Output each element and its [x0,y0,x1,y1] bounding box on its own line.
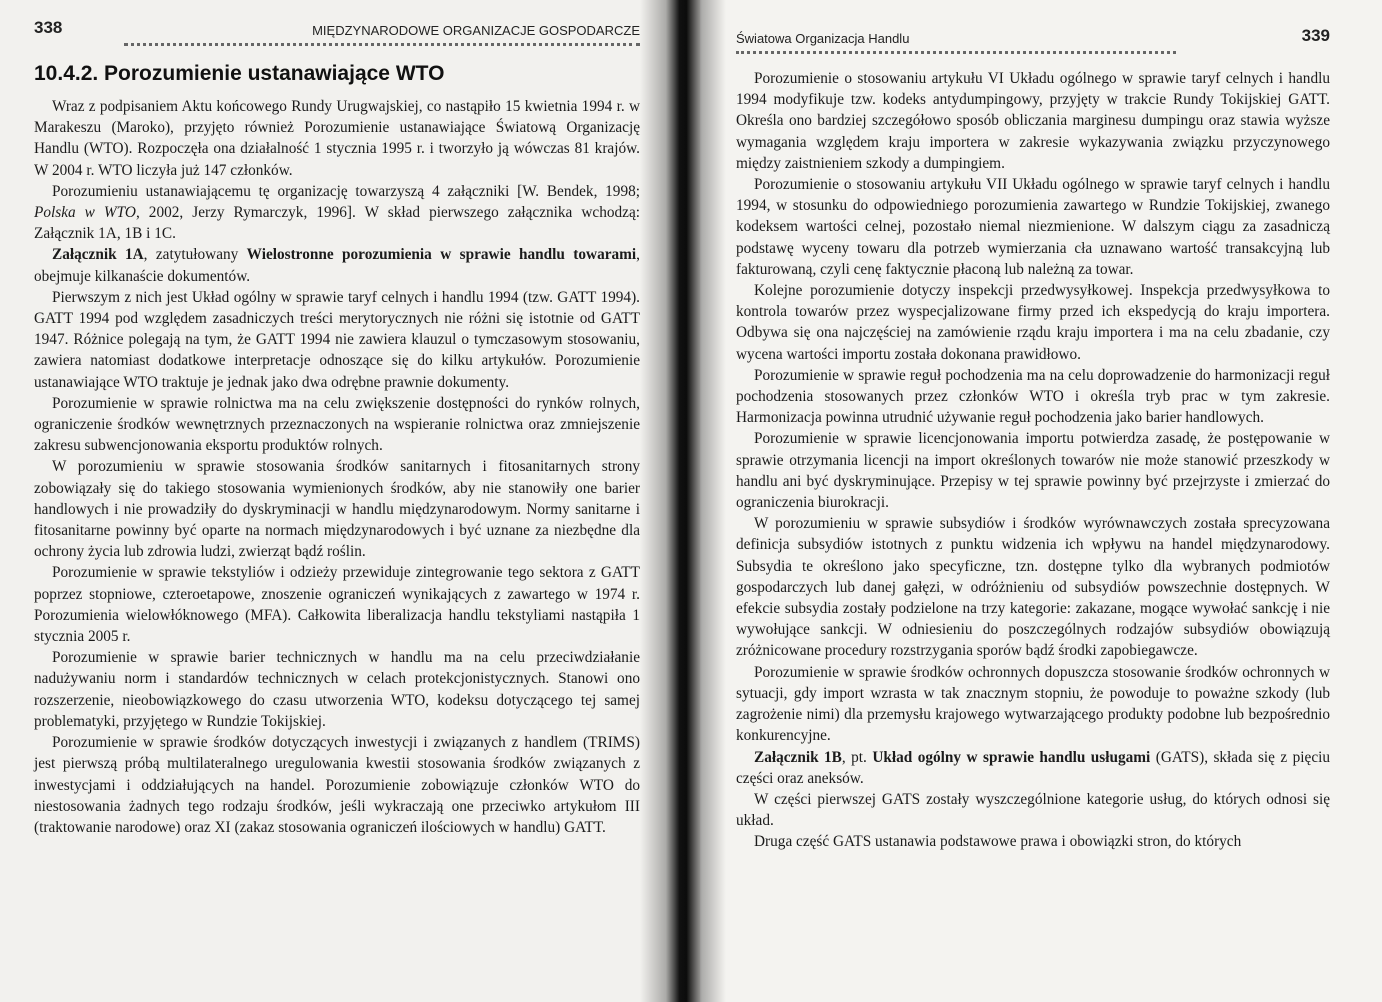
paragraph: Porozumienie w sprawie tekstyliów i odzieży przewiduje zintegrowanie tego sektora z GATT poprzez stopniowe, czteroetapowe, znoszenie ograniczeń wynikających z zawartego w 1974 r. Porozumienia wielowłóknowego (MFA). Całkowita liberalizacja handlu tekstyliami nastąpiła 1 stycznia 2005 r. [34,564,640,646]
paragraph: Załącznik 1A, zatytułowany Wielostronne porozumienia w sprawie handlu towarami, obejmuje kilkanaście dokumentów. [34,246,640,285]
right-page [700,0,1382,1002]
left-page [0,0,676,1002]
paragraph: Porozumienie w sprawie środków dotyczących inwestycji i związanych z handlem (TRIMS) jest pierwszą próbą multilateralnego uregulowania kwestii stosowania środków związanych z inwestycjami i oddziałujących na handel. Porozumienie zobowiązuje członków WTO do niestosowania żadnych tego rodzaju środków, jeśli wykraczają one przeciwko artykułom III (traktowanie narodowe) oraz XI (zakaz stosowania ograniczeń ilościowych w handlu) GATT. [34,734,640,836]
paragraph: Porozumienie w sprawie środków ochronnych dopuszcza stosowanie środków ochronnych w sytuacji, gdy import wzrasta w tak znacznym stopniu, że powoduje to poważne szkody (lub zagrożenie nimi) dla przemysłu krajowego wytwarzającego produkty podobne lub bezpośrednio konkurencyjne. [736,663,1330,745]
paragraph: Druga część GATS ustanawia podstawowe prawa i obowiązki stron, do których [754,833,1242,851]
section-title: 10.4.2. Porozumienie ustanawiające WTO [34,62,445,85]
paragraph: W części pierwszej GATS zostały wyszczególnione kategorie usług, do których odnosi się układ. [736,790,1330,830]
paragraph: Wraz z podpisaniem Aktu końcowego Rundy Urugwajskiej, co nastąpiło 15 kwietnia 1994 r. w Marakeszu (Maroko), przyjęto również Porozumienie ustanawiające Światową Organizację Handlu (WTO). Rozpoczęła ona działalność 1 stycznia 1995 r. i tworzyło ją wówczas 81 krajów. W 2004 r. WTO liczyła już 147 członków. [34,98,640,179]
paragraph: Porozumieniu ustanawiającemu tę organizację towarzyszą 4 załączniki [W. Bendek, 1998; Polska w WTO, 2002, Jerzy Rymarczyk, 1996]. W skład pierwszego załącznika wchodzą: Załącznik 1A, 1B i 1C. [34,182,640,243]
paragraph: Porozumienie w sprawie rolnictwa ma na celu zwiększenie dostępności do rynków rolnych, ograniczenie środków wewnętrznych przeznaczonych na wspieranie rolnictwa oraz zmniejszenie zakresu subwencjonowania eksportu produktów rolnych. [34,394,640,455]
book-spine-shadow [640,0,726,1002]
annex-title: Wielostronne porozumienia w sprawie handlu towarami [246,246,637,264]
paragraph: Porozumienie o stosowaniu artykułu VII Układu ogólnego w sprawie taryf celnych i handlu 1994, w stosunku do odpowiedniego porozumienia zawartego w Rundzie Tokijskiej, zwanego kodeksem wartości celnej, pozostało niemal niezmienione. W dalszym ciągu za zasadniczą podstawę wyceny towaru dla potrzeb wymierzania cła uznawano wartość transakcyjną lub fakturowaną, czyli cenę faktycznie płaconą lub należną za towar. [736,176,1330,278]
paragraph: W porozumieniu w sprawie stosowania środków sanitarnych i fitosanitarnych strony zobowiązały się do takiego stosowania wymienionych środków, aby nie stanowiły one barier handlowych i nie prowadziły do dyskryminacji w handlu międzynarodowym. Normy sanitarne i fitosanitarne powinny być oparte na normach międzynarodowych i być uznane za niezbędne dla ochrony życia lub zdrowia ludzi, zwierząt bądź roślin. [34,458,640,561]
page-number-left: 338 [34,18,63,37]
annex-title: Układ ogólny w sprawie handlu usługami [872,748,1151,766]
paragraph: Porozumienie o stosowaniu artykułu VI Układu ogólnego w sprawie taryf celnych i handlu 1994 modyfikuje tzw. kodeks antydumpingowy, przyjęty w trakcie Rundy Tokijskiej GATT. Określa ono bardziej szczegółowo sposób obliczania marginesu dumpingu oraz stawia wyższe wymagania względem kraju importera w zakresie wykazywania związku przyczynowego między zaistnieniem szkody a dumpingiem. [736,70,1330,172]
left-body-text [34,96,640,838]
header-dotted-rule [124,43,640,46]
paragraph: Kolejne porozumienie dotyczy inspekcji przedwysyłkowej. Inspekcja przedwysyłkowa to kontrola towarów przez wyspecjalizowane firmy przed ich ekspedycją do kraju importera. Odbywa się ona najczęściej na zamówienie rządu kraju importera i ma na celu zbadanie, czy wycena wartości importu została dokonana prawidłowo. [736,282,1330,363]
paragraph: Pierwszym z nich jest Układ ogólny w sprawie taryf celnych i handlu 1994 (tzw. GATT 1994). GATT 1994 pod względem zasadniczych treści merytorycznych nie różni się istotnie od GATT 1947. Różnice polegają na tym, że GATT 1994 nie zawiera klauzul o tymczasowym stosowaniu, zawiera natomiast dodatkowe interpretacje odnoszące się do kilku artykułów. Porozumienie ustanawiające WTO traktuje je jednak jako dwa odrębne prawnie dokumenty. [34,288,640,391]
paragraph: W porozumieniu w sprawie subsydiów i środków wyrównawczych została sprecyzowana definicja subsydiów istotnych z punktu widzenia ich wpływu na handel międzynarodowy. Subsydia te określono jako specyficzne, tzn. dostępne tylko dla wybranych podmiotów gospodarczych lub danej gałęzi, w odróżnieniu od subsydiów powszechnie dostępnych. W efekcie subsydia zostały podzielone na trzy kategorie: zakazane, mogące wywołać sankcję i nie wywołujące sankcji. W odniesieniu do poszczególnych rodzajów subsydiów obowiązują zróżnicowane procedury rozstrzygania sporów bądź środki zapobiegawcze. [736,515,1330,660]
paragraph: Porozumienie w sprawie licencjonowania importu potwierdza zasadę, że postępowanie w sprawie otrzymania licencji na import określonych towarów nie może stanowić przeszkody w handlu ani być dyskryminujące. Przepisy w tej sprawie powinny być przejrzyste i zmierzać do ograniczenia biurokracji. [736,430,1330,512]
running-header-right: Światowa Organizacja Handlu [736,31,910,46]
left-running-header-bar [34,18,640,38]
paragraph: Porozumienie w sprawie reguł pochodzenia ma na celu doprowadzenie do harmonizacji reguł pochodzenia stosowanych przez członków WTO i określa tryb prac w tym zakresie. Harmonizacja powinna utrudnić używanie reguł pochodzenia jako barier handlowych. [736,366,1330,427]
running-header-left: MIĘDZYNARODOWE ORGANIZACJE GOSPODARCZE [312,23,640,38]
paragraph: Porozumienie w sprawie barier technicznych w handlu ma na celu przeciwdziałanie nadużywaniu norm i standardów technicznych w celach protekcjonistycznych. Stanowi ono rozszerzenie, nieobowiązkowego do czasu utworzenia WTO, kodeksu dotyczącego tej samej problematyki, przyjętego w Rundzie Tokijskiej. [34,649,640,730]
paragraph: Załącznik 1B, pt. Układ ogólny w sprawie handlu usługami (GATS), składa się z pięciu części oraz aneksów. [736,748,1331,787]
annex-name: Załącznik 1A [52,246,144,264]
annex-name: Załącznik 1B [754,748,842,766]
page-number-right: 339 [1301,26,1330,45]
right-running-header-bar [736,26,1330,46]
right-body-text [736,68,1330,853]
citation-title: Polska w WTO [34,204,136,222]
header-dotted-rule [736,51,1176,54]
